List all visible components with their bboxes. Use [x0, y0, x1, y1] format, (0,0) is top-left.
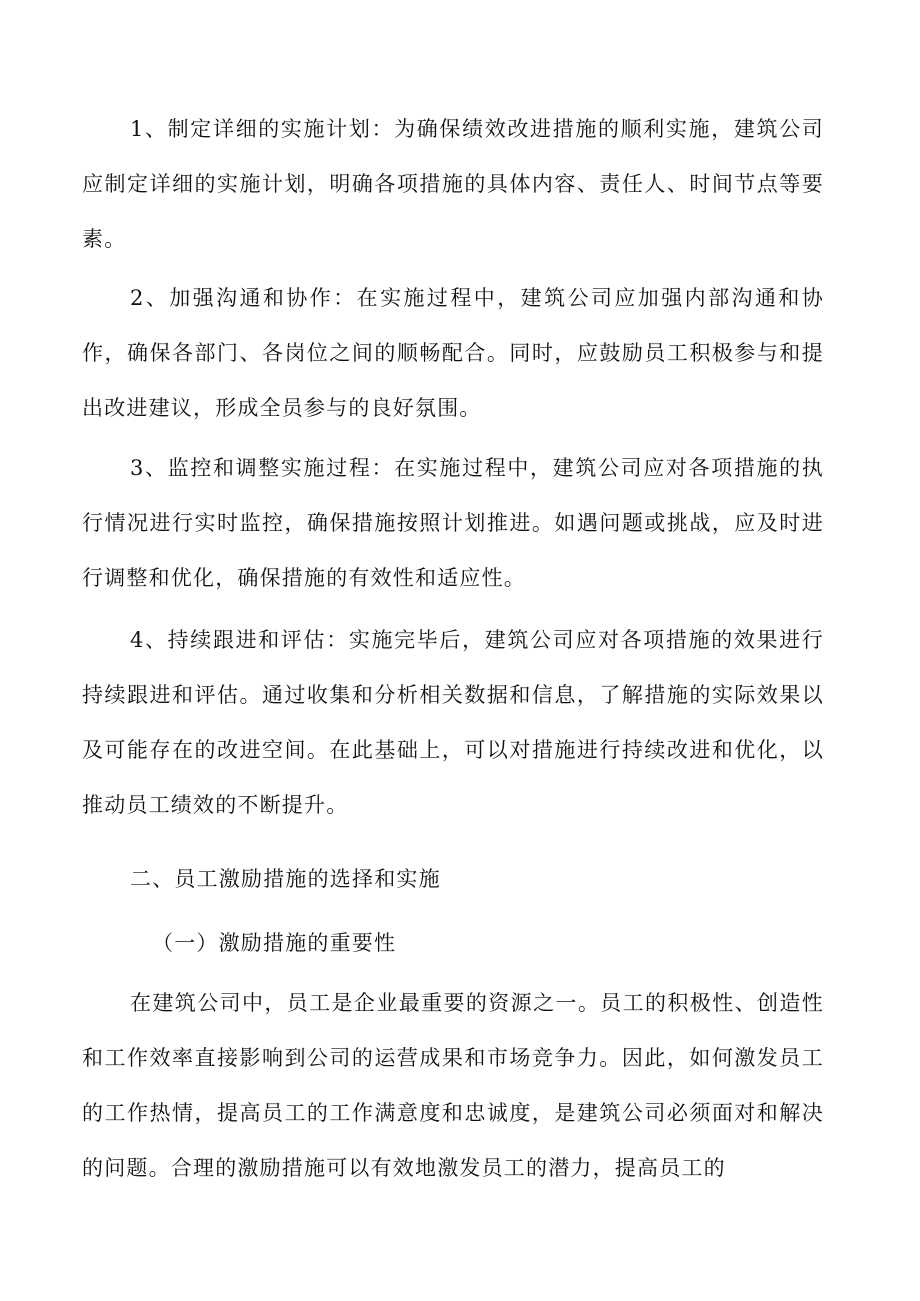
paragraph-incentive-importance: 在建筑公司中，员工是企业最重要的资源之一。员工的积极性、创造性和工作效率直接影响到公司的运营成果和市场竞争力。因此，如何激发员工的工作热情，提高员工的工作满意度和忠诚度，是建筑公司必须面对和解决的问题。合理的激励措施可以有效地激发员工的潜力，提高员工的	[82, 991, 824, 1180]
paragraph-monitor-adjust: 3、监控和调整实施过程：在实施过程中，建筑公司应对各项措施的执行情况进行实时监控，确保措施按照计划推进。如遇问题或挑战，应及时进行调整和优化，确保措施的有效性和适应性。	[82, 456, 824, 590]
paragraph-implementation-plan: 1、制定详细的实施计划：为确保绩效改进措施的顺利实施，建筑公司应制定详细的实施计划，明确各项措施的具体内容、责任人、时间节点等要素。	[82, 117, 824, 251]
section-heading: 二、员工激励措施的选择和实施	[130, 867, 441, 891]
paragraph-follow-up-evaluate: 4、持续跟进和评估：实施完毕后，建筑公司应对各项措施的效果进行持续跟进和评估。通过收集和分析相关数据和信息，了解措施的实际效果以及可能存在的改进空间。在此基础上，可以对措施进行持续改进和优化，以推动员工绩效的不断提升。	[82, 628, 824, 817]
subsection-heading: （一）激励措施的重要性	[152, 931, 397, 955]
paragraph-communication-collaboration: 2、加强沟通和协作：在实施过程中，建筑公司应加强内部沟通和协作，确保各部门、各岗位之间的顺畅配合。同时，应鼓励员工积极参与和提出改进建议，形成全员参与的良好氛围。	[82, 286, 824, 420]
